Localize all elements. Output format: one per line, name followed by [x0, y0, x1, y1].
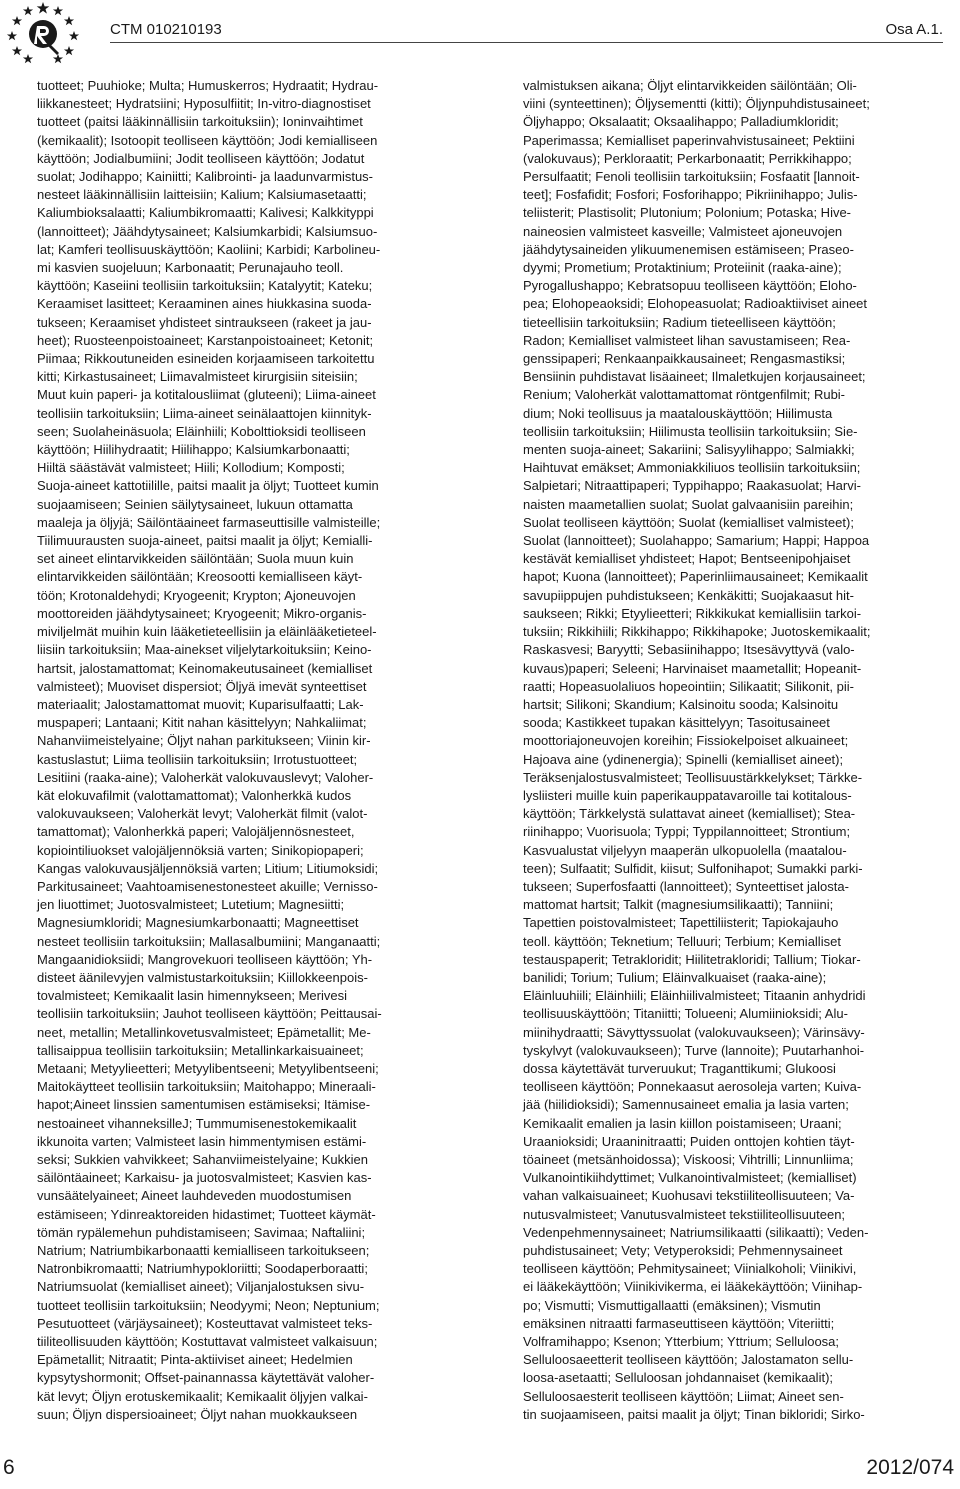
text-line: mattomat hartsit; Talkit (magnesiumsilikaatti); Tanniini; — [523, 897, 834, 913]
text-line: teen); Sulfaatit; Sulfidit, kiisut; Sulfonihapot; Sumakki parki- — [523, 860, 863, 876]
text-line: tieteellisiin tarkoituksiin; Radium tieteelliseen käyttöön; — [523, 314, 836, 330]
text-line: testauspaperit; Tetrakloridit; Hiilitetrakloridi; Tallium; Tiokar- — [523, 951, 861, 967]
text-line: teollisiin tarkoituksiin; Liima-aineet seinälaattojen kiinnityk- — [37, 405, 372, 421]
text-line: nutusvalmisteet; Vanutusvalmisteet tekstiiliteollisuuteen; — [523, 1206, 846, 1222]
text-line: Bensiinin puhdistavat lisäaineet; Ilmaletkujen korjausaineet; — [523, 369, 866, 385]
page-number: 6 — [3, 1456, 15, 1479]
text-line: moottoriajoneuvojen koreihin; Fissiokelpoiset alkuaineet; — [523, 733, 849, 749]
text-line: Vedenpehmennysaineet; Natriumsilikaatti (silikaatti); Veden- — [523, 1224, 869, 1240]
text-line: Parkitusaineet; Vaahtoamisenestonesteet akuille; Vernisso- — [37, 878, 378, 894]
text-line: viini (synteettinen); Öljysementti (kitti); Öljynpuhdistusaineet; — [523, 96, 870, 112]
text-line: valmistuksen aikana; Öljyt elintarvikkeiden säilöntään; Oli- — [523, 78, 857, 93]
text-line: hartsit; Silikoni; Skandium; Kalsinoitu sooda; Kalsinoitu — [523, 696, 839, 712]
text-line: nesteet lääkinnällisiin laitteisiin; Kalium; Kalsiumasetaatti; — [37, 187, 367, 203]
text-line: Suoja-aineet kattotiilille, paitsi maalit ja öljyt; Tuotteet kumin — [37, 478, 379, 494]
text-line: materiaalit; Jalostamattomat muovit; Kuparisulfaatti; Lak- — [37, 696, 364, 712]
text-line: Teräksenjalostusvalmisteet; Teollisuustärkkelykset; Tärkke- — [523, 769, 863, 785]
text-line: tuotteet (paitsi lääkinnällisiin tarkoituksiin); Ioninvaihtimet — [37, 114, 363, 130]
text-line: Kemikaalit emalien ja lasin kiillon poistamiseen; Uraani; — [523, 1115, 842, 1131]
text-line: Muut kuin paperi- ja kotitalousliimat (gluteeni); Liima-aineet — [37, 387, 376, 403]
text-line: Nahanviimeistelyaine; Öljyt nahan parkitukseen; Viinin kir- — [37, 733, 371, 749]
text-line: Selluloosaesterit teolliseen käyttöön; Liimat; Aineet sen- — [523, 1388, 844, 1404]
text-line: Selluloosaeetterit teolliseen käyttöön; Jalostamaton sellu- — [523, 1352, 854, 1368]
text-line: teolliseen käyttöön; Ponnekaasut aerosoleja varten; Kuiva- — [523, 1079, 862, 1095]
text-line: (kemikaalit); Isotoopit teolliseen käyttöön; Jodi kemialliseen — [37, 132, 378, 148]
text-line: töaineet (metsänhoidossa); Viskoosi; Vihtrilli; Linnunliima; — [523, 1151, 854, 1167]
text-line: teoll. käyttöön; Teknetium; Telluuri; Terbium; Kemialliset — [523, 933, 841, 949]
text-line: tyskylvyt (valokuvaukseen); Turve (lannoite); Puutarhanhoi- — [523, 1042, 865, 1058]
text-line: miinihydraatti; Sävyttyssuolat (valokuvaukseen); Värinsävy- — [523, 1024, 865, 1040]
text-line: miviljelmät muihin kuin lääketieteellisiin ja eläinlääketieteel- — [37, 624, 377, 640]
text-line: Eläinluuhiili; Eläinhiili; Eläinhiilivalmisteet; Titaanin anhydridi — [523, 988, 866, 1004]
text-line: teollisuuskäyttöön; Titaniitti; Tolueeni; Alumiinioksidi; Alu- — [523, 1006, 848, 1022]
text-line: Persulfaatit; Fenoli teollisiin tarkoituksiin; Fosfaatit [lannoit- — [523, 169, 860, 185]
text-line: Natriumsuolat (kemialliset aineet); Viljanjalostuksen sivu- — [37, 1279, 365, 1295]
text-line: teollisiin tarkoituksiin; Hiilimusta teollisiin tarkoituksiin; Sie- — [523, 423, 858, 439]
text-line: teolliseen käyttöön; Pehmitysaineet; Viinialkoholi; Viinikivi, — [523, 1261, 857, 1277]
text-line: savupiippujen puhdistukseen; Kenkäkitti; Suojakaasut hit- — [523, 587, 854, 603]
text-line: Volframihappo; Ksenon; Ytterbium; Yttrium; Selluloosa; — [523, 1334, 840, 1350]
text-line: seksi; Sukkien vahvikkeet; Sahanviimeistelyaine; Kukkien — [37, 1151, 368, 1167]
text-line: hapot;Aineet linssien samentumisen estämiseksi; Itämise- — [37, 1097, 371, 1113]
text-line: Maitokäytteet teollisiin tarkoituksiin; Maitohappo; Mineraali- — [37, 1079, 376, 1095]
text-column-right — [523, 77, 915, 1424]
text-line: Salpietari; Nitraattipaperi; Typpihappo; Raakasuolat; Harvi- — [523, 478, 861, 494]
text-line: Keraamiset lasitteet; Keraaminen aines hiukkasina suoda- — [37, 296, 372, 312]
text-line: moottoreiden jäähdytysaineet; Kryogeenit; Mikro-organis- — [37, 605, 367, 621]
text-line: tukseen; Superfosfaatti (lannoitteet); Synteettiset jalosta- — [523, 878, 849, 894]
text-line: kestävät kemialliset yhdisteet; Hapot; Bentseenipohjaiset — [523, 551, 851, 567]
text-line: suojaamiseen; Seinien säilytysaineet, lukuun ottamatta — [37, 496, 353, 512]
text-line: (lannoitteet); Jäähdytysaineet; Kalsiumkarbidi; Kalsiumsuo- — [37, 223, 378, 239]
text-line: hartsit, jalostamattomat; Keinomakeutusaineet (kemialliset — [37, 660, 373, 676]
text-line: sooda; Kastikkeet tupakan käsittelyyn; Tasoitusaineet — [523, 715, 830, 731]
text-line: valokuvaukseen; Valoherkät levyt; Valoherkät filmit (valot- — [37, 806, 368, 822]
text-line: teollisiin tarkoituksiin; Jauhot teolliseen käyttöön; Peittausai- — [37, 1006, 382, 1022]
text-line: Magnesiumkloridi; Magnesiumkarbonaatti; Magneettiset — [37, 915, 359, 931]
text-line: saukseen; Rikki; Etyylieetteri; Rikkikukat kemiallisiin tarkoi- — [523, 605, 862, 621]
text-line: genssipaperi; Renkaanpaikkausaineet; Rengasmastiksi; — [523, 351, 846, 367]
text-line: Mangaanidioksiidi; Mangrovekuori teolliseen käyttöön; Yh- — [37, 951, 373, 967]
text-line: tiiliteollisuuden käyttöön; Kostuttavat valmisteet valkaisuun; — [37, 1334, 378, 1350]
text-line: Pesutuotteet (värjäysaineet); Kosteuttavat valmisteet teks- — [37, 1315, 373, 1331]
text-line: Raskasvesi; Baryytti; Sebasiinihappo; Itsesävyttyvä (valo- — [523, 642, 855, 658]
text-line: tuotteet teollisiin tarkoituksiin; Neodyymi; Neon; Neptunium; — [37, 1297, 380, 1313]
text-line: kitti; Kirkastusaineet; Liimavalmisteet kirurgisiin siteisiin; — [37, 369, 358, 385]
text-line: emäksinen nitraatti farmaseuttiseen käyttöön; Viteriitti; — [523, 1315, 835, 1331]
text-line: mi kasvien suojeluun; Karbonaatit; Perunajauho teoll. — [37, 260, 344, 276]
text-line: Kasvualustat viljelyyn maaperän ulkopuolella (maatalou- — [523, 842, 847, 858]
text-line: dyymi; Prometium; Protaktinium; Proteiinit (raaka-aine); — [523, 260, 842, 276]
text-line: Haihtuvat emäkset; Ammoniakkiliuos teollisiin tarkoituksiin; — [523, 460, 861, 476]
document-reference: CTM 010210193 — [110, 21, 222, 38]
text-line: vahan valkaisuaineet; Kuohusavi tekstiiliteollisuuteen; Va- — [523, 1188, 855, 1204]
text-line: Hiiltä säästävät valmisteet; Hiili; Kollodium; Komposti; — [37, 460, 345, 476]
text-line: tukseen; Keraamiset yhdisteet sintraukseen (rakeet ja jau- — [37, 314, 372, 330]
text-line: jäähdytysaineiden ylikuumenemisen estämiseen; Praseo- — [523, 241, 854, 257]
text-line: neet, metallin; Metallinkovetusvalmisteet; Epämetallit; Me- — [37, 1024, 371, 1040]
text-line: maaleja ja öljyjä; Säilöntäaineet farmaseuttisille valmisteille; — [37, 514, 381, 530]
text-line: Lesitiini (raaka-aine); Valoherkät valokuvauslevyt; Valoher- — [37, 769, 374, 785]
text-line: disteet äänilevyjen valmistustarkoituksiin; Kiillokkeenpois- — [37, 969, 368, 985]
text-line: ikkunoita varten; Valmisteet lasin himmentymisen estämi- — [37, 1133, 367, 1149]
header-divider — [110, 42, 943, 43]
text-line: valmisteet); Muoviset dispersiot; Öljyä imevät synteettiset — [37, 678, 367, 694]
text-line: puhdistusaineet; Vety; Vetyperoksidi; Pehmennysaineet — [523, 1243, 843, 1258]
text-line: tallisaippua teollisiin tarkoituksiin; Metallinkarkaisuaineet; — [37, 1042, 364, 1058]
text-line: teliisterit; Plastisolit; Plutonium; Polonium; Potaska; Hive- — [523, 205, 852, 221]
text-line: dium; Noki teollisuus ja maatalouskäyttöön; Hiilimusta — [523, 405, 833, 421]
annex-label: Osa A.1. — [885, 21, 943, 38]
text-line: po; Vismutti; Vismuttigallaatti (emäksinen); Vismutin — [523, 1297, 821, 1313]
text-line: kypsytyshormonit; Offset-painannassa käytettävät valoher- — [37, 1370, 375, 1386]
text-line: käyttöön; Tärkkelystä sulattavat aineet (kemialliset); Stea- — [523, 806, 856, 822]
text-line: Metaani; Metyylieetteri; Metyylibentseeni; Metyylibentseeni; — [37, 1060, 379, 1076]
text-line: Kaliumbioksalaatti; Kaliumbikromaatti; Kalivesi; Kalkkityppi — [37, 205, 374, 221]
text-line: Epämetallit; Nitraatit; Pinta-aktiiviset aineet; Hedelmien — [37, 1352, 353, 1368]
text-line: lysliisteri muille kuin paperikauppatavaroille tai kotitalous- — [523, 787, 852, 803]
text-line: käyttöön; Jodialbumiini; Jodit teolliseen käyttöön; Jodatut — [37, 150, 365, 166]
text-line: Natrium; Natriumbikarbonaatti kemialliseen tarkoitukseen; — [37, 1243, 370, 1258]
text-line: Suolat (lannoitteet); Suolahappo; Samarium; Happi; Happoa — [523, 533, 870, 549]
text-line: Uraanioksidi; Uraaninitraatti; Puiden onttojen kohtien täyt- — [523, 1133, 855, 1149]
text-line: tuksiin; Rikkihiili; Rikkihappo; Rikkihapoke; Juotoskemikaalit; — [523, 624, 871, 640]
text-line: teet]; Fosfafidit; Fosfori; Fosforihappo; Pikriinihappo; Julis- — [523, 187, 858, 203]
text-line: Radon; Kemialliset valmisteet lihan savustamiseen; Rea- — [523, 332, 851, 348]
text-line: liikkanesteet; Hydratsiini; Hyposulfiitit; In-vitro-diagnostiset — [37, 96, 371, 112]
text-line: käyttöön; Kaseiini teollisiin tarkoituksiin; Katalyytit; Kateku; — [37, 278, 373, 294]
text-line: naisten maametallien suolat; Suolat galvaanisiin pareihin; — [523, 496, 854, 512]
text-line: jen liuottimet; Juotosvalmisteet; Lutetium; Magnesiitti; — [37, 897, 345, 913]
text-line: Kangas valokuvausjäljennöksiä varten; Litium; Litiumoksidi; — [37, 860, 379, 876]
text-line: säilöntäaineet; Karkaisu- ja juotosvalmisteet; Kasvien kas- — [37, 1170, 372, 1186]
text-line: set aineet elintarvikkeiden säilöntään; Suola muun kuin — [37, 551, 354, 567]
text-line: hapot; Kuona (lannoitteet); Paperinliimausaineet; Kemikaalit — [523, 569, 868, 585]
text-line: kastuslastut; Liima teollisiin tarkoituksiin; Irrotustuotteet; — [37, 751, 358, 767]
text-line: ei lääkekäyttöön; Viinikivikerma, ei lääkekäyttöön; Viinihap- — [523, 1279, 863, 1295]
text-line: banilidi; Torium; Tulium; Eläinvalkuaiset (raaka-aine); — [523, 969, 827, 985]
text-line: tömän rypälemehun puhdistamiseen; Savimaa; Naftaliini; — [37, 1224, 366, 1240]
text-line: Tapettien poistovalmisteet; Tapettiliisterit; Tapiokajauho — [523, 915, 839, 931]
text-line: muspaperi; Lantaani; Kitit nahan käsittelyyn; Nahkaliimat; — [37, 715, 367, 731]
text-line: estämiseen; Ydinreaktoreiden hidastimet; Tuotteet käymät- — [37, 1206, 376, 1222]
text-line: naineosien valmisteet kasveille; Valmisteet ajoneuvojen — [523, 223, 843, 239]
text-line: suolat; Jodihappo; Kainiitti; Kalibrointi- ja laadunvarmistus- — [37, 169, 374, 185]
text-line: nestoaineet vihanneksilleJ; Tummumisenestokemikaalit — [37, 1115, 357, 1131]
text-line: raatti; Hopeasuolaliuos hopeointiin; Silikaatit; Silikonit, pii- — [523, 678, 854, 694]
text-line: tuotteet; Puuhioke; Multa; Humuskerros; Hydraatit; Hydrau- — [37, 78, 379, 93]
text-line: Natronbikromaatti; Natriumhypokloriitti; Soodaperboraatti; — [37, 1261, 368, 1277]
text-line: seen; Suolaheinäsuola; Eläinhiili; Kobolttioksidi teolliseen — [37, 423, 366, 439]
text-line: liisiin tarkoituksiin; Maa-ainekset viljelytarkoituksiin; Keino- — [37, 642, 372, 658]
text-line: Tiilimuurausten suoja-aineet, paitsi maalit ja öljyt; Kemialli- — [37, 533, 373, 549]
text-column-left — [37, 77, 429, 1424]
text-line: Vulkanointikiihdyttimet; Vulkanointivalmisteet; (kemialliset) — [523, 1170, 857, 1186]
text-line: elintarvikkeiden säilöntään; Kreosootti kemialliseen käyt- — [37, 569, 363, 585]
text-line: Piimaa; Rikkoutuneiden esineiden korjaamiseen tarkoitettu — [37, 351, 375, 367]
text-line: lat; Kamferi teollisuuskäyttöön; Kaoliini; Karbidi; Karbolineu- — [37, 241, 381, 257]
text-line: loosa-asetaatti; Selluloosan johdannaiset (kemikaalit); — [523, 1370, 834, 1386]
text-line: kuvaus)paperi; Seleeni; Harvinaiset maametallit; Hopeanit- — [523, 660, 862, 676]
text-line: tin suojaamiseen, paitsi maalit ja öljyt; Tinan bikloridi; Sirko- — [523, 1406, 865, 1422]
text-line: Suolat teolliseen käyttöön; Suolat (kemialliset valmisteet); — [523, 514, 854, 530]
text-line: Hajoava aine (ydinenergia); Spinelli (kemialliset aineet); — [523, 751, 844, 767]
text-line: nesteet teollisiin tarkoituksiin; Mallasalbumiini; Manganaatti; — [37, 933, 381, 949]
text-line: (valokuvaus); Perkloraatit; Perkarbonaatit; Perrikkihappo; — [523, 150, 852, 166]
eu-trademark-logo — [2, 0, 84, 64]
text-line: pea; Elohopeaoksidi; Elohopeasuolat; Radioaktiiviset aineet — [523, 296, 868, 312]
text-line: jää (hiilidioksidi); Samennusaineet emalia ja lasia varten; — [523, 1097, 849, 1113]
text-line: dossa käytettävät turveruukut; Traganttikumi; Glukoosi — [523, 1060, 836, 1076]
text-line: tovalmisteet; Kemikaalit lasin himennykseen; Merivesi — [37, 988, 347, 1004]
text-line: töön; Krotonaldehydi; Kryogeenit; Krypton; Ajoneuvojen — [37, 587, 356, 603]
text-line: heet); Ruosteenpoistoaineet; Karstanpoistoaineet; Ketonit; — [37, 332, 374, 348]
r-emblem-icon — [29, 20, 59, 55]
text-line: suun; Öljyn dispersioaineet; Öljyt nahan muokkaukseen — [37, 1406, 358, 1422]
text-line: kät elokuvafilmit (valottamattomat); Valonherkkä kudos — [37, 787, 352, 803]
text-line: käyttöön; Hiilihydraatit; Hiilihappo; Kalsiumkarbonaatti; — [37, 442, 350, 458]
text-line: vunsäätelyaineet; Aineet lauhdeveden muodostumisen — [37, 1188, 352, 1204]
bulletin-issue: 2012/074 — [866, 1456, 954, 1479]
text-line: riinihappo; Vuorisuola; Typpi; Typpilannoitteet; Strontium; — [523, 824, 851, 840]
text-line: Pyrogallushappo; Kebratsopuu teolliseen käyttöön; Eloho- — [523, 278, 857, 294]
text-line: Öljyhappo; Oksalaatit; Oksaalihappo; Palladiumkloridit; — [523, 114, 839, 130]
text-line: kät levyt; Öljyn erotuskemikaalit; Kemikaalit öljyjen valkai- — [37, 1388, 368, 1404]
text-line: Paperimassa; Kemialliset paperinvahvistusaineet; Pektiini — [523, 132, 855, 148]
text-line: Renium; Valoherkät valottamattomat röntgenfilmit; Rubi- — [523, 387, 846, 403]
text-line: menten suoja-aineet; Sakariini; Salisyylihappo; Salmiakki; — [523, 442, 855, 458]
text-line: tamattomat); Valonherkkä paperi; Valojäljennösnesteet, — [37, 824, 355, 840]
text-line: kopiointiliuokset valojäljennöksiä varten; Sinikopiopaperi; — [37, 842, 364, 858]
